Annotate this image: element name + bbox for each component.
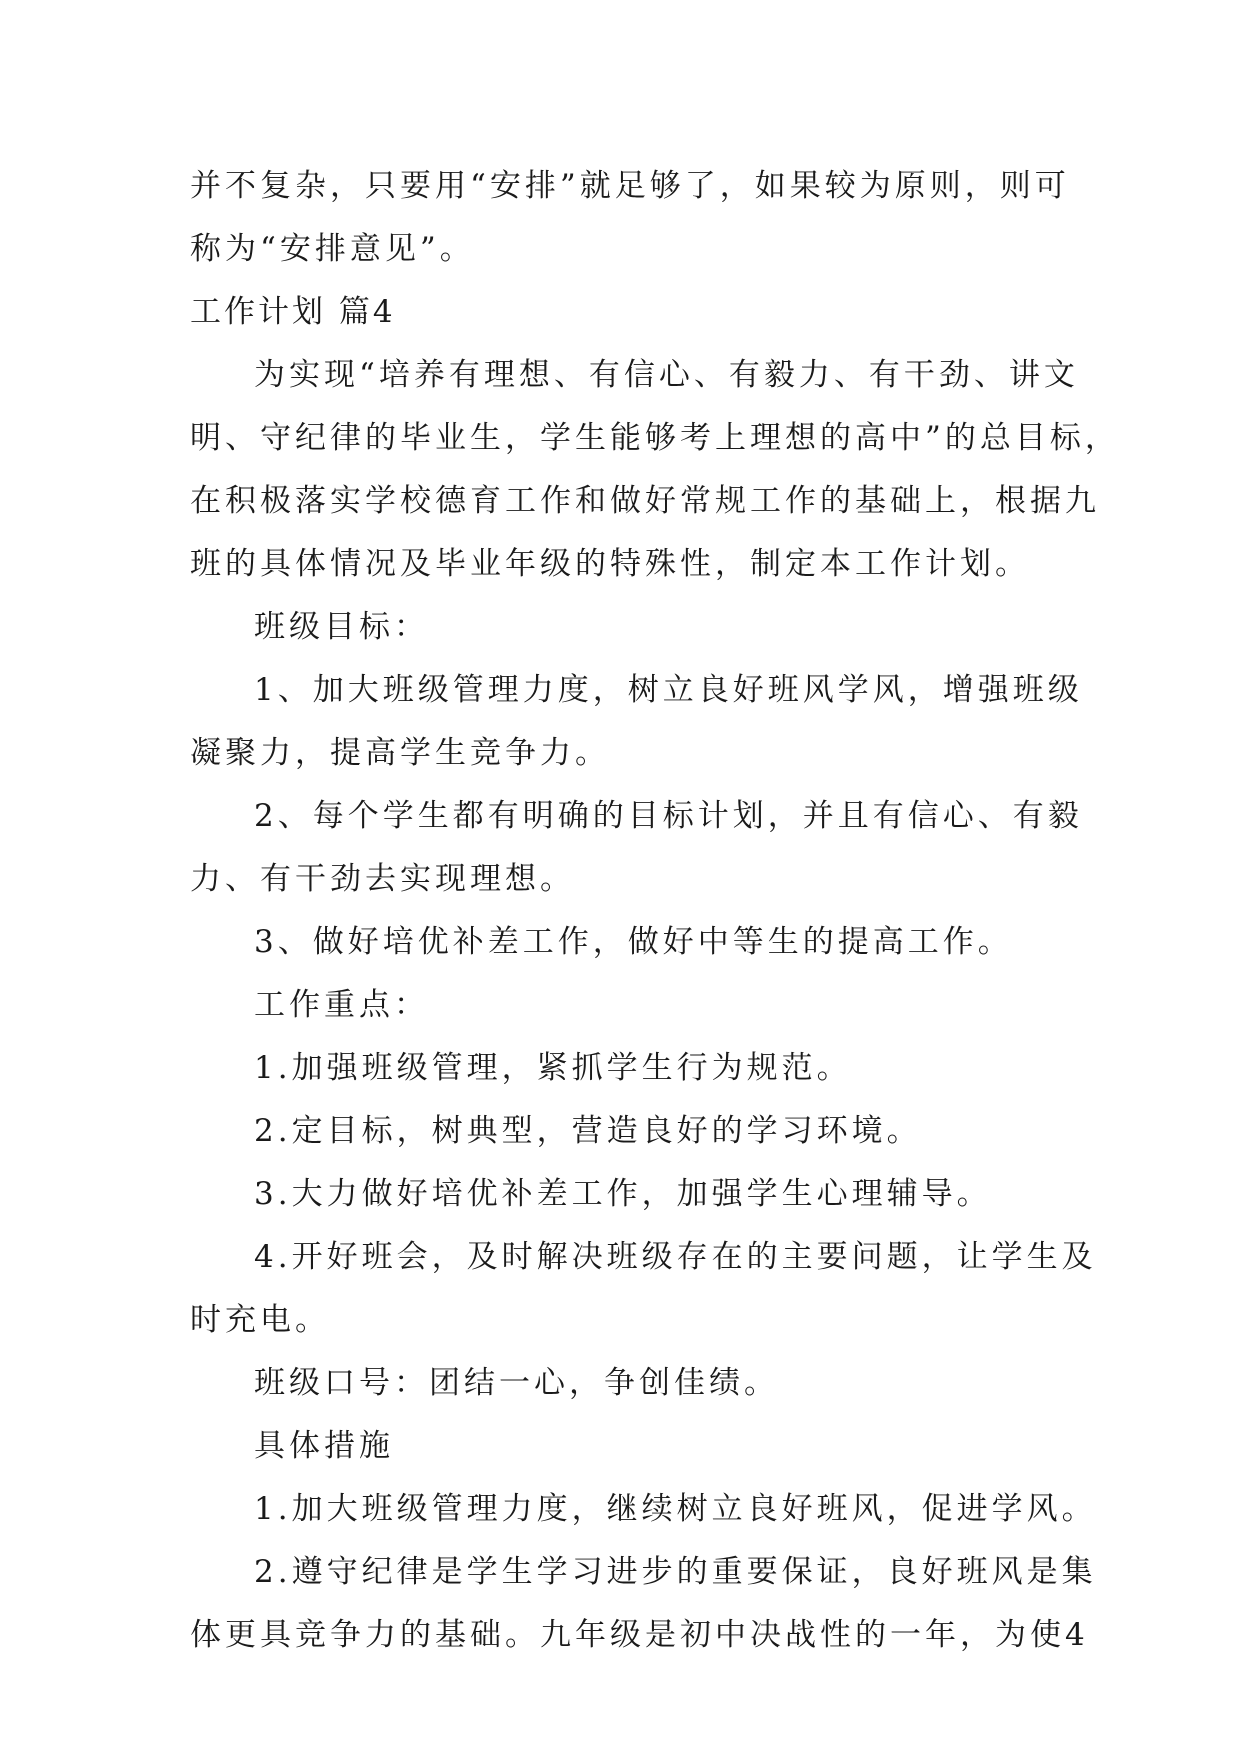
- text-line: 为实现“培养有理想、有信心、有毅力、有干劲、讲文: [254, 357, 1079, 393]
- class-slogan: 班级口号：团结一心，争创佳绩。: [254, 1365, 779, 1401]
- text-line: 时充电。: [190, 1302, 330, 1338]
- subheading-class-goals: 班级目标：: [254, 609, 429, 645]
- text-line: 力、有干劲去实现理想。: [190, 861, 575, 897]
- text-line: 2.定目标，树典型，营造良好的学习环境。: [254, 1113, 922, 1149]
- text-line: 明、守纪律的毕业生，学生能够考上理想的高中”的总目标，: [190, 420, 1120, 456]
- text-line: 并不复杂，只要用“安排”就足够了，如果较为原则，则可: [190, 168, 1070, 204]
- subheading-measures: 具体措施: [254, 1428, 394, 1464]
- document-body: [190, 155, 1120, 1667]
- text-line: 凝聚力，提高学生竞争力。: [190, 735, 610, 771]
- text-line: 1.加强班级管理，紧抓学生行为规范。: [254, 1050, 852, 1086]
- section-heading: 工作计划 篇4: [190, 294, 396, 330]
- text-line: 在积极落实学校德育工作和做好常规工作的基础上，根据九: [190, 483, 1100, 519]
- text-line: 3.大力做好培优补差工作，加强学生心理辅导。: [254, 1176, 992, 1212]
- text-line: 1.加大班级管理力度，继续树立良好班风，促进学风。: [254, 1491, 1097, 1527]
- text-line: 称为“安排意见”。: [190, 231, 475, 267]
- text-line: 体更具竞争力的基础。九年级是初中决战性的一年，为使4: [190, 1617, 1089, 1653]
- text-line: 4.开好班会，及时解决班级存在的主要问题，让学生及: [254, 1239, 1097, 1275]
- text-line: 2、每个学生都有明确的目标计划，并且有信心、有毅: [254, 798, 1083, 834]
- subheading-work-focus: 工作重点：: [254, 987, 429, 1023]
- text-line: 班的具体情况及毕业年级的特殊性，制定本工作计划。: [190, 546, 1030, 582]
- text-line: 3、做好培优补差工作，做好中等生的提高工作。: [254, 924, 1013, 960]
- text-line: 2.遵守纪律是学生学习进步的重要保证，良好班风是集: [254, 1554, 1097, 1590]
- text-line: 1、加大班级管理力度，树立良好班风学风，增强班级: [254, 672, 1083, 708]
